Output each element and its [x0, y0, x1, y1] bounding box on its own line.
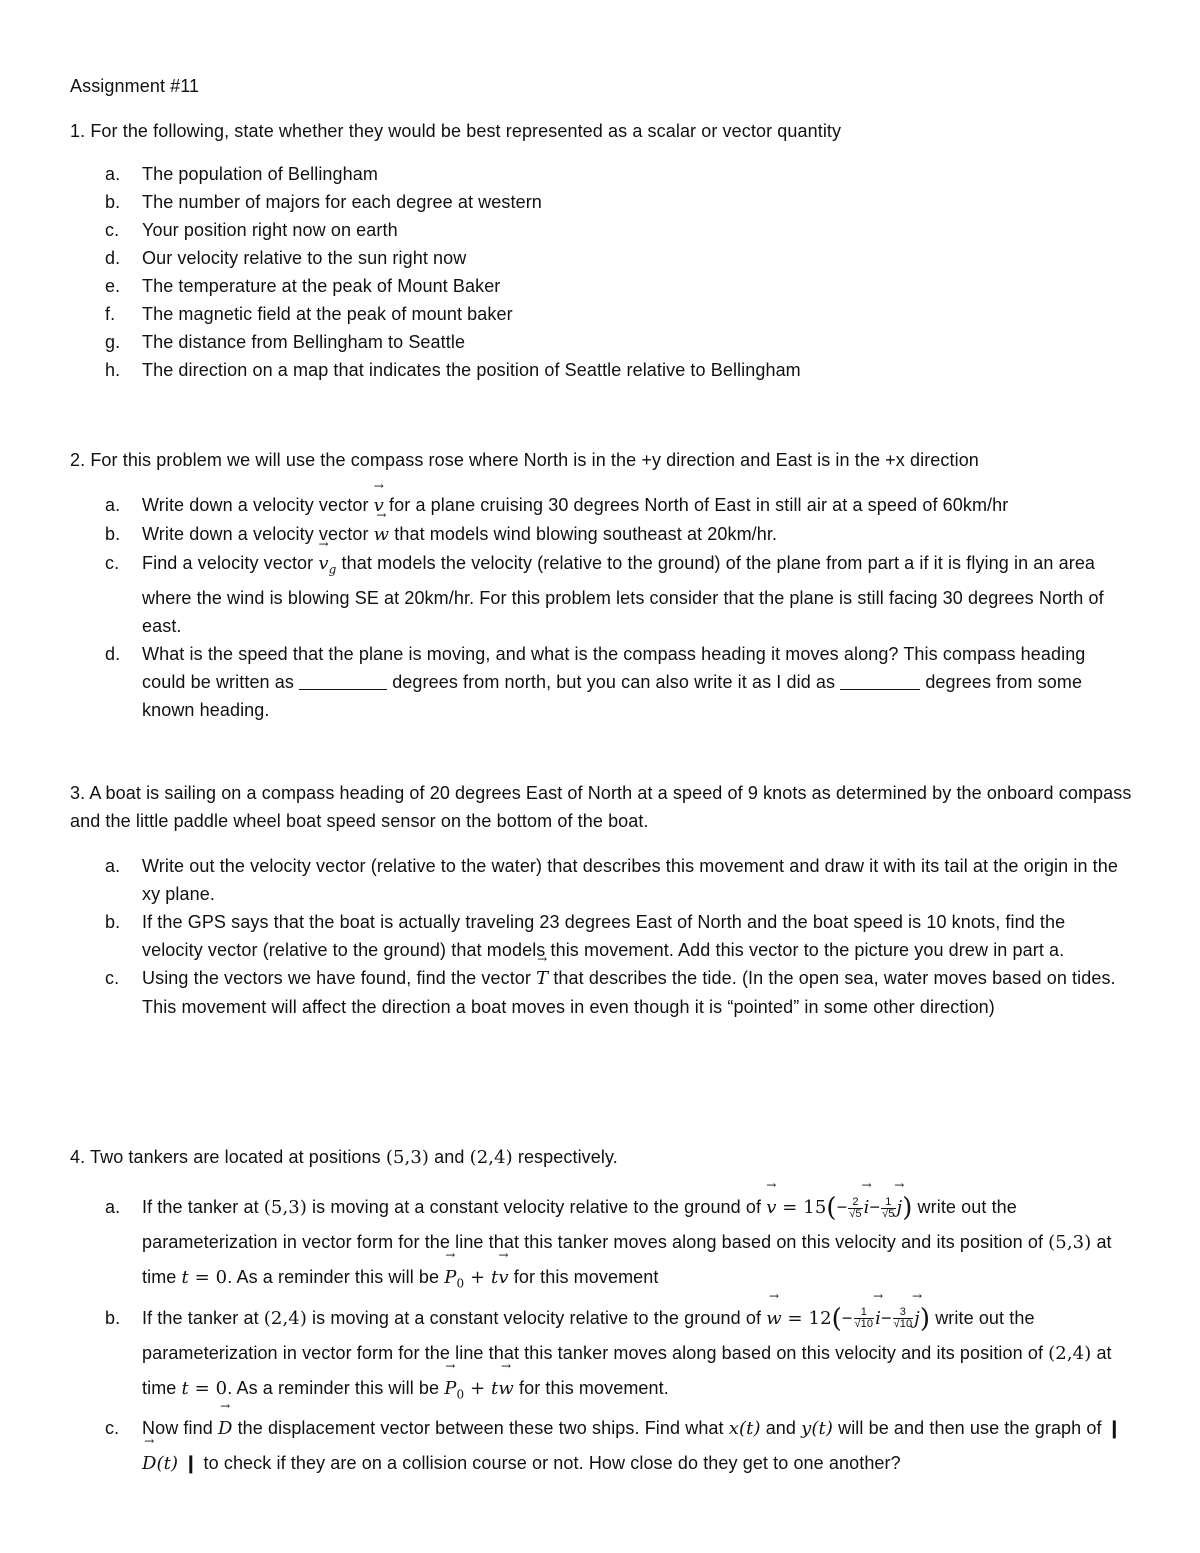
question-4b: b. If the tanker at (2,4) is moving at a constant velocity relative to the ground of → w = 12(− $\frac{1}{√10}$ → i− $\frac{3}{√10}$ → j) write out the parameterization in vector form for the line that this tanker moves along based on this velocity and its position of (2,4) at time t = 0. As a reminder this will be → $P_0 + t\to w$ for this movement. — [105, 1301, 1130, 1412]
item-marker: d. — [105, 248, 121, 268]
unit-vector-j: → j — [914, 1302, 920, 1336]
question-2b: b. Write down a velocity vector → w that models wind blowing southeast at 20km/hr. — [105, 520, 1130, 549]
item-marker: e. — [105, 276, 121, 296]
list-item — [105, 272, 1130, 300]
vector-T: → T — [536, 965, 548, 993]
item-text: The magnetic field at the peak of mount baker — [142, 304, 513, 324]
question-3-prompt: 3. A boat is sailing on a compass heading of 20 degrees East of North at a speed of 9 knots as determined by the onboard compass and the little paddle wheel boat speed sensor on the bottom of the boat. — [70, 783, 1132, 831]
item-text: Our velocity relative to the sun right now — [142, 248, 467, 268]
question-1-list — [105, 160, 1130, 384]
item-marker: c. — [105, 220, 120, 240]
fraction: $\frac{1}{√5}$ — [882, 1195, 895, 1220]
question-4c: c. Now find → D the displacement vector between these two ships. Find what x(t) and y(t) will be and then use the graph of ❙ → D(t) ❙ to check if they are on a collision course or not. How close do they get to one another? — [105, 1411, 1130, 1481]
question-2d: d. What is the speed that the plane is moving, and what is the compass heading it moves along? This compass heading could be written as degrees from north, but you can also write it as I did as degrees from some known heading. — [105, 640, 1130, 724]
question-2a: a. Write down a velocity vector → v for a plane cruising 30 degrees North of East in still air at a speed of 60km/hr — [105, 491, 1130, 520]
item-marker: c. — [105, 968, 120, 988]
vector-w: → w — [374, 521, 390, 549]
vector-w: → w — [498, 1372, 514, 1406]
item-marker: b. — [105, 524, 121, 544]
list-item — [105, 356, 1130, 384]
subscript-g: g — [328, 562, 337, 577]
item-marker: h. — [105, 360, 121, 380]
item-marker: c. — [105, 553, 120, 573]
question-3b: b. If the GPS says that the boat is actually traveling 23 degrees East of North and the boat speed is 10 knots, find the velocity vector (relative to the ground) that models this movement. Add this vector to the picture you drew in part a. — [105, 908, 1130, 964]
list-item — [105, 188, 1130, 216]
item-text: The distance from Bellingham to Seattle — [142, 332, 466, 352]
question-4-list — [105, 1190, 1130, 1481]
fraction: $\frac{2}{√5}$ — [849, 1195, 862, 1220]
vector-D: → D — [218, 1412, 233, 1446]
item-marker: c. — [105, 1418, 120, 1439]
vector-v: → v — [766, 1191, 776, 1225]
list-item — [105, 160, 1130, 188]
list-item — [105, 328, 1130, 356]
item-marker: a. — [105, 856, 121, 876]
vector-vg: → v — [318, 550, 328, 578]
unit-vector-j: → j — [897, 1191, 903, 1225]
list-item — [105, 244, 1130, 272]
unit-vector-i: → i — [864, 1191, 870, 1225]
vector-v: → v — [498, 1261, 508, 1295]
item-marker: a. — [105, 495, 121, 515]
item-text: Your position right now on earth — [142, 220, 398, 240]
list-item — [105, 300, 1130, 328]
item-text: The direction on a map that indicates the position of Seattle relative to Bellingham — [142, 360, 801, 380]
item-marker: b. — [105, 192, 121, 212]
question-3c: c. Using the vectors we have found, find the vector → T that describes the tide. (In the open sea, water moves based on tides. This movement will affect the direction a boat moves in even though it is “pointed” in some other direction) — [105, 964, 1130, 1021]
vector-v: → v — [374, 492, 384, 520]
question-1-prompt: 1. For the following, state whether they would be best represented as a scalar or vector quantity — [70, 121, 842, 141]
item-marker: d. — [105, 643, 121, 664]
item-text: The number of majors for each degree at western — [142, 192, 542, 212]
page-title: Assignment #11 — [70, 76, 200, 96]
vector-P: → P — [444, 1261, 456, 1295]
unit-vector-i: → i — [875, 1302, 881, 1336]
question-2-prompt: 2. For this problem we will use the compass rose where North is in the +y direction and East is in the +x direction — [70, 450, 979, 470]
list-item — [105, 216, 1130, 244]
question-3a: a. Write out the velocity vector (relative to the water) that describes this movement and draw it with its tail at the origin in the xy plane. — [105, 852, 1130, 908]
item-marker: g. — [105, 332, 121, 352]
question-2c: c. Find a velocity vector → $v_g$ that models the velocity (relative to the ground) of the plane from part a if it is flying in an area where the wind is blowing SE at 20km/hr. For this problem lets consider that the plane is still facing 30 degrees North of east. — [105, 549, 1130, 640]
item-marker: b. — [105, 912, 121, 932]
fraction: $\frac{1}{√10}$ — [854, 1306, 874, 1331]
item-marker: a. — [105, 164, 121, 184]
vector-w: → w — [766, 1302, 782, 1336]
answer-blank[interactable] — [299, 673, 387, 690]
question-4a: a. If the tanker at (5,3) is moving at a constant velocity relative to the ground of → v = 15(− $\frac{2}{√5}$ → i− $\frac{1}{√5}$ → j) write out the parameterization in vector form for the line that this tanker moves along based on this velocity and its position of (5,3) at time t = 0. As a reminder this will be → $P_0 + t\to v$ for this movement — [105, 1190, 1130, 1301]
answer-blank[interactable] — [840, 673, 920, 690]
item-marker: a. — [105, 1197, 121, 1217]
item-marker: b. — [105, 1307, 121, 1328]
item-marker: f. — [105, 304, 116, 324]
item-text: The temperature at the peak of Mount Baker — [142, 276, 501, 296]
vector-D: → D — [142, 1447, 157, 1481]
item-text: The population of Bellingham — [142, 164, 378, 184]
fraction: $\frac{3}{√10}$ — [893, 1306, 913, 1331]
question-3-list — [105, 852, 1130, 1021]
question-4-prompt: 4. Two tankers are located at positions (5,3) and (2,4) respectively. — [70, 1147, 618, 1168]
question-2-list — [105, 491, 1130, 724]
vector-P: → P — [444, 1372, 456, 1406]
